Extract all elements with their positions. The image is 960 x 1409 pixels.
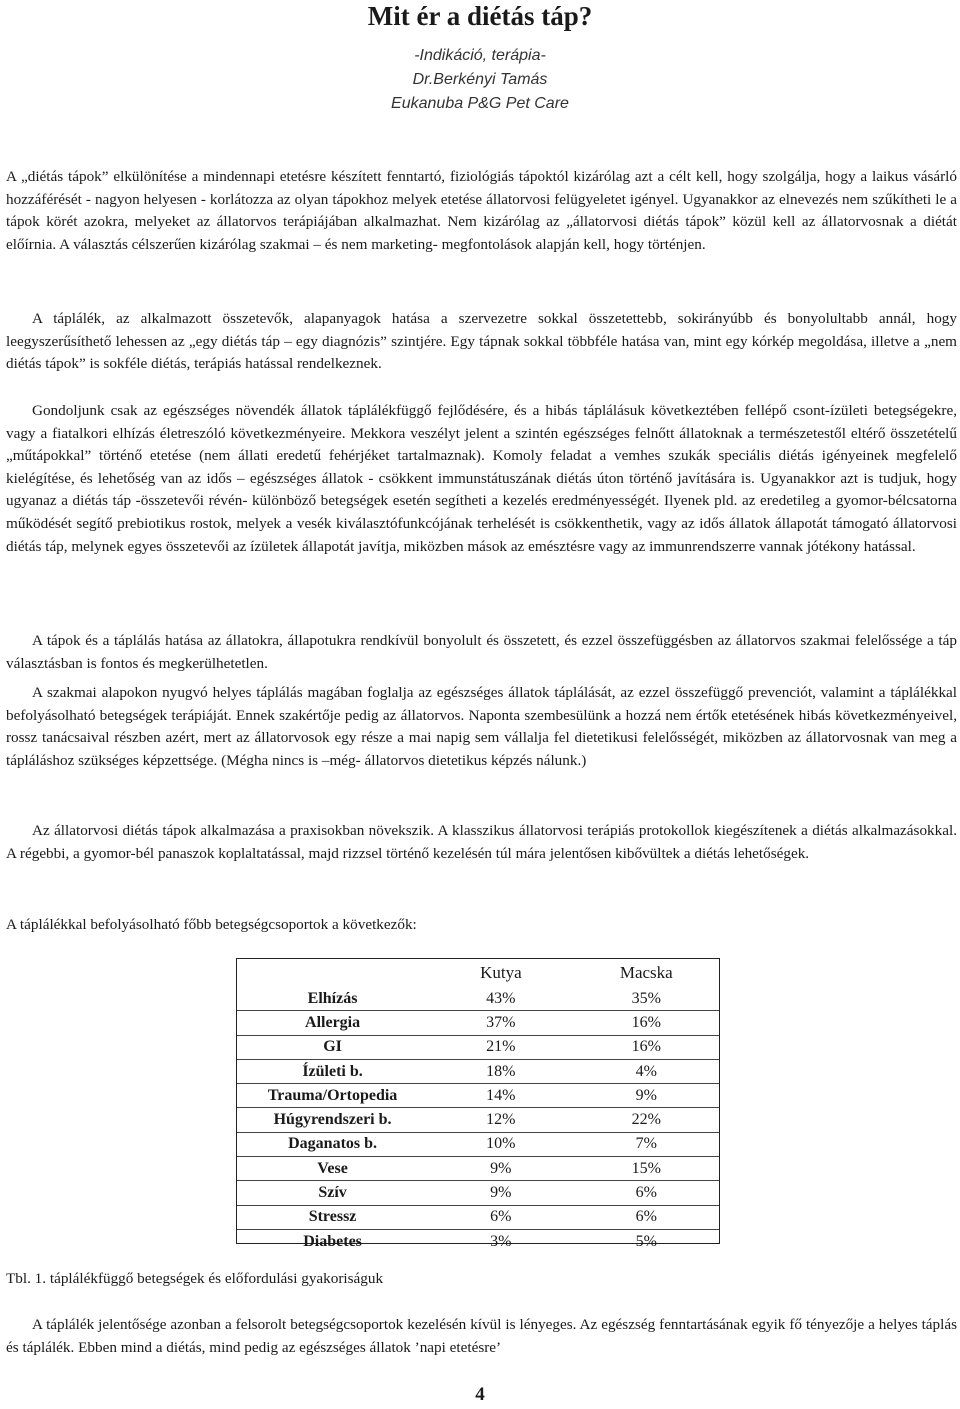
disease-name: GI — [237, 1035, 428, 1059]
paragraph-1: A „diétás tápok” elkülönítése a mindennapi etetésre készített fenntartó, fiziológiás tápoktól kizárólag azt a célt kell, hogy szolgálja, hogy a laikus vásárló hozzáférését - nagyon helyesen - korlátozza az olyan tápokhoz melyek etetése állatorvosi felügyeletet igényel. Ugyanakkor az elnevezés nem szűkítheti le a tápok körét azokra, melyeket az állatorvos terápiájában alkalmazhat. Nem kizárólag az „állatorvosi diétás tápok” közül kell az állatorvosnak a diétát előírnia. A választás célszerűen kizárólag szakmai – és nem marketing- megfontolások alapján kell, hogy történjen. — [6, 168, 957, 253]
dog-percent: 12% — [428, 1108, 573, 1132]
cat-percent: 22% — [574, 1108, 719, 1132]
page-title: Mit ér a diétás táp? — [367, 1, 593, 31]
subtitle-topic: -Indikáció, terápia- — [414, 47, 546, 64]
paragraph-3: Gondoljunk csak az egészséges növendék állatok táplálékfüggő fejlődésére, és a hibás táplálásuk következtében fellépő csont-ízületi betegségekre, vagy a fiatalkori elhízás életreszóló következményeire. Mekkora veszélyt jelent a szintén egészséges felnőtt állatoknak a természetestől eltérő összetételű „műtápokkal” történő etetése (nem állati eredetű fehérjéket tartalmaznak). Komoly feladat a vemhes szukák speciális diétás igényeinek megfelelő kielégítése, és lehetőség van az idős – egészséges állatok - csökkent immunstátuszának diétás úton történő javítására is. Ugyanakkor azt is tudjuk, hogy ugyanaz a diétás táp -összetevői révén- különböző betegségek esetén segítheti a kezelés eredményességét. Ilyenek pld. az eredetileg a gyomor-bélcsatorna működését segítő prebiotikus rostok, melyek a vesék kiválasztófunkcójának terhelését is csökkenthetik, vagy az idős állatok állapotát támogató állatorvosi diétás táp, melynek egyes összetevői az ízületek állapotát javítja, miközben mások az emésztésre vagy az immunrendszerre vannak jótékony hatással. — [6, 402, 957, 555]
disease-name: Vese — [237, 1157, 428, 1181]
disease-name: Stressz — [237, 1205, 428, 1229]
paragraph-5: A szakmai alapokon nyugvó helyes táplálás magában foglalja az egészséges állatok táplálását, az ezzel összefüggő prevenciót, valamint a táplálékkal befolyásolható betegségek terápiáját. Ennek szakértője pedig az állatorvos. Naponta szembesülünk a hozzá nem értők etetésének hibás következményeivel, rossz tanácsaival részben azért, mert az állatorvosok egy része a mai napig sem vállalja fel dietetikusi felelősségét, miközben az állatorvosnak van meg a tápláláshoz szükséges képzettsége. (Mégha nincs is –még- állatorvos dietetikus képzés nálunk.) — [6, 684, 957, 769]
disease-name: Diabetes — [303, 1232, 362, 1250]
dog-percent: 21% — [428, 1035, 573, 1059]
table-header-cat: Macska — [619, 963, 673, 982]
paragraph-4: A tápok és a táplálás hatása az állatokra, állapotukra rendkívül bonyolult és összetett, és ezzel összefüggésben az állatorvos szakmai felelőssége a táp választásban is fontos és megkerülhetetlen. — [6, 632, 957, 672]
disease-name: Allergia — [237, 1011, 428, 1035]
disease-name: Trauma/Ortopedia — [237, 1084, 428, 1108]
table-header-empty — [237, 959, 428, 987]
table-row — [237, 1157, 719, 1181]
disease-name: Szív — [237, 1181, 428, 1205]
table-caption: Tbl. 1. táplálékfüggő betegségek és előfordulási gyakoriságuk — [6, 1270, 384, 1287]
subtitle-block — [0, 44, 960, 116]
disease-frequency-table — [236, 958, 720, 1250]
cat-percent: 7% — [574, 1132, 719, 1156]
cat-percent: 16% — [574, 1011, 719, 1035]
table-row — [237, 1108, 719, 1132]
dog-percent: 37% — [428, 1011, 573, 1035]
table-row — [237, 1011, 719, 1035]
disease-table — [237, 959, 719, 1253]
cat-percent: 6% — [574, 1181, 719, 1205]
dog-percent: 14% — [428, 1084, 573, 1108]
dog-percent: 43% — [428, 987, 573, 1011]
disease-name: Daganatos b. — [237, 1132, 428, 1156]
table-row — [237, 1084, 719, 1108]
cat-percent: 15% — [574, 1157, 719, 1181]
table-row — [237, 1181, 719, 1205]
table-row — [237, 1132, 719, 1156]
table-row — [237, 1059, 719, 1083]
dog-percent: 3% — [490, 1232, 512, 1250]
dog-percent: 18% — [428, 1059, 573, 1083]
paragraph-2: A táplálék, az alkalmazott összetevők, alapanyagok hatása a szervezetre sokkal összetettebb, sokirányúbb és bonyolultabb annál, hogy leegyszerűsíthető lehessen az „egy diétás táp – egy diagnózis” szintjére. Egy tápnak sokkal többféle hatása van, mint egy kórkép megoldása, illetve a „nem diétás tápok” is sokféle diétás, terápiás hatással rendelkeznek. — [6, 310, 957, 373]
dog-percent: 9% — [428, 1157, 573, 1181]
dog-percent: 9% — [428, 1181, 573, 1205]
table-row — [237, 1205, 719, 1229]
table-row — [237, 1035, 719, 1059]
table-row — [237, 987, 719, 1011]
cat-percent: 16% — [574, 1035, 719, 1059]
paragraph-final: A táplálék jelentősége azonban a felsorolt betegségcsoportok kezelésén kívül is lényeges. Az egészség fenntartásának egyik fő tényezője a helyes táplás és táplálék. Ebben mind a diétás, mind pedig az egészséges állatok ’napi etetésre’ — [6, 1316, 957, 1356]
table-row — [237, 1229, 719, 1253]
cat-percent: 35% — [574, 987, 719, 1011]
table-header-dog: Kutya — [480, 963, 522, 982]
cat-percent: 9% — [574, 1084, 719, 1108]
table-header-row — [237, 959, 719, 987]
cat-percent: 6% — [574, 1205, 719, 1229]
paragraph-6: Az állatorvosi diétás tápok alkalmazása a praxisokban növekszik. A klasszikus állatorvosi terápiás protokollok kiegészítenek a diétás alkalmazásokkal. A régebbi, a gyomor-bél panaszok koplaltatással, majd rizzsel történő kezelésén túl mára jelentősen kibővültek a diétás lehetőségek. — [6, 822, 957, 862]
disease-name: Húgyrendszeri b. — [237, 1108, 428, 1132]
dog-percent: 6% — [428, 1205, 573, 1229]
disease-name: Elhízás — [237, 987, 428, 1011]
page-number: 4 — [475, 1384, 485, 1405]
author-name: Dr.Berkényi Tamás — [412, 71, 548, 88]
author-affiliation: Eukanuba P&G Pet Care — [391, 95, 569, 112]
cat-percent: 4% — [574, 1059, 719, 1083]
table-intro: A táplálékkal befolyásolható főbb betegségcsoportok a következők: — [6, 916, 417, 933]
disease-name: Ízületi b. — [237, 1059, 428, 1083]
cat-percent: 5% — [635, 1232, 657, 1250]
dog-percent: 10% — [428, 1132, 573, 1156]
